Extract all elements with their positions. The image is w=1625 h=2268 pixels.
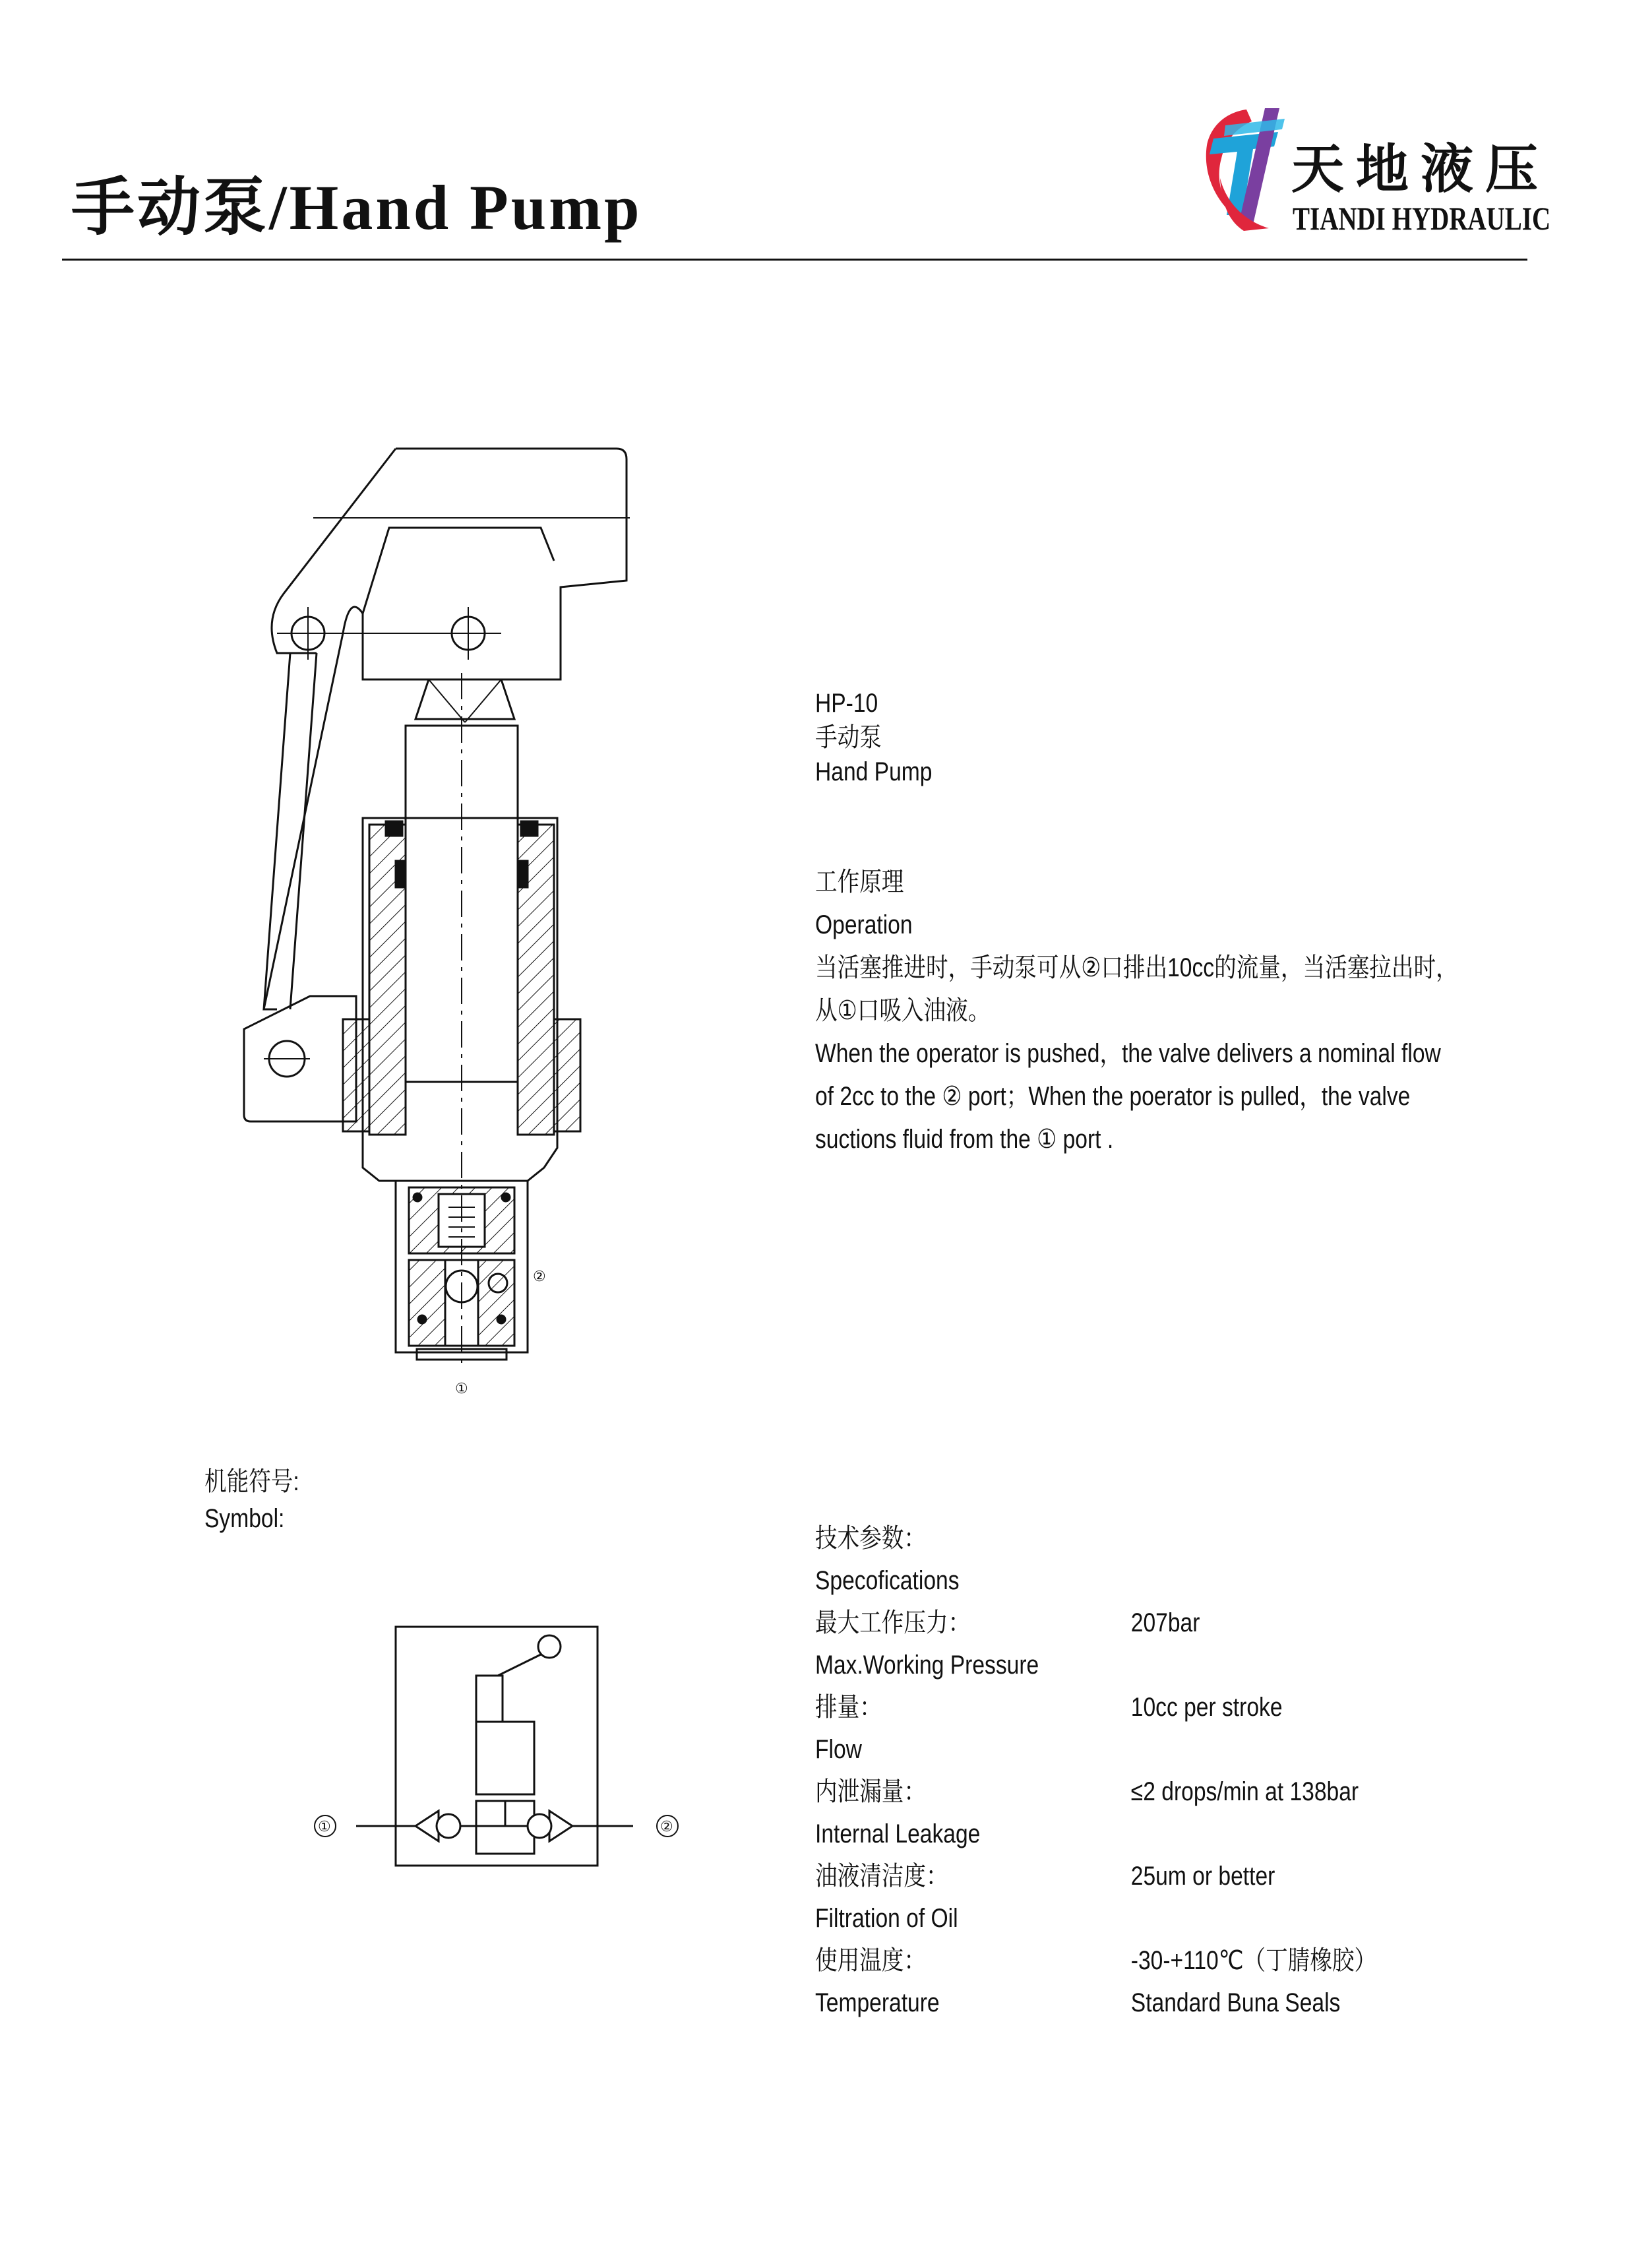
- symbol-label-cn: 机能符号:: [204, 1467, 299, 1496]
- operation-section: [815, 861, 1458, 1161]
- spec-label-en: Max.Working Pressure: [815, 1651, 1039, 1680]
- page-title: 手动泵/Hand Pump: [71, 172, 642, 243]
- spec-heading-en: Specofications: [815, 1566, 960, 1595]
- symbol-label-en: Symbol:: [204, 1504, 285, 1533]
- symbol-port-1-label: ①: [318, 1818, 331, 1835]
- operation-heading-en: Operation: [815, 910, 913, 939]
- spec-label-cn: 油液清洁度：: [815, 1862, 948, 1891]
- spec-label-cn: 使用温度：: [815, 1946, 926, 1975]
- spec-label-cn: 排量：: [815, 1693, 882, 1722]
- brand-logo: [1187, 99, 1551, 244]
- brand-name-en: TIANDI HYDRAULIC: [1293, 200, 1551, 237]
- hand-pump-section-drawing: [224, 435, 646, 1399]
- symbol-port-2-label: ②: [660, 1818, 673, 1835]
- spec-label-en: Flow: [815, 1735, 862, 1764]
- operation-line: 从①口吸入油液。: [815, 996, 991, 1025]
- spec-label-cn: 内泄漏量：: [815, 1777, 926, 1806]
- spec-value: 207bar: [1130, 1608, 1200, 1637]
- specifications-section: [815, 1517, 1377, 2032]
- spec-label-en: Temperature: [815, 1988, 940, 2017]
- operation-heading-cn: 工作原理: [815, 867, 904, 897]
- header-divider: [62, 259, 1527, 261]
- spec-value: 10cc per stroke: [1130, 1693, 1283, 1722]
- brand-name-cn: 天地液压: [1291, 139, 1550, 200]
- spec-heading-cn: 技术参数：: [815, 1524, 926, 1553]
- product-name-cn: 手动泵: [815, 723, 882, 752]
- product-name-en: Hand Pump: [815, 757, 933, 786]
- hydraulic-symbol-diagram: [303, 1616, 699, 1880]
- drawing-port-1-label: ①: [455, 1380, 468, 1397]
- model-block: [815, 686, 932, 789]
- operation-line: 当活塞推进时，手动泵可从②口排出10cc的流量，当活塞拉出时，: [815, 953, 1458, 982]
- brand-logo-icon: [1187, 99, 1293, 237]
- operation-line: suctions fluid from the ① port .: [815, 1125, 1114, 1154]
- spec-value: -30-+110℃（丁腈橡胶）: [1130, 1946, 1377, 1975]
- operation-line: When the operator is pushed，the valve delivers a nominal flow: [815, 1039, 1441, 1068]
- model-number: HP-10: [815, 689, 878, 718]
- spec-label-cn: 最大工作压力：: [815, 1608, 971, 1637]
- spec-value: 25um or better: [1130, 1862, 1275, 1891]
- operation-line: of 2cc to the ② port；When the poerator is pulled，the valve: [815, 1082, 1411, 1111]
- drawing-port-2-label: ②: [533, 1268, 546, 1284]
- spec-value: ≤2 drops/min at 138bar: [1130, 1777, 1359, 1806]
- spec-label-en: Filtration of Oil: [815, 1904, 958, 1933]
- spec-value-secondary: Standard Buna Seals: [1130, 1988, 1341, 2017]
- symbol-label: [204, 1463, 299, 1537]
- spec-label-en: Internal Leakage: [815, 1819, 981, 1848]
